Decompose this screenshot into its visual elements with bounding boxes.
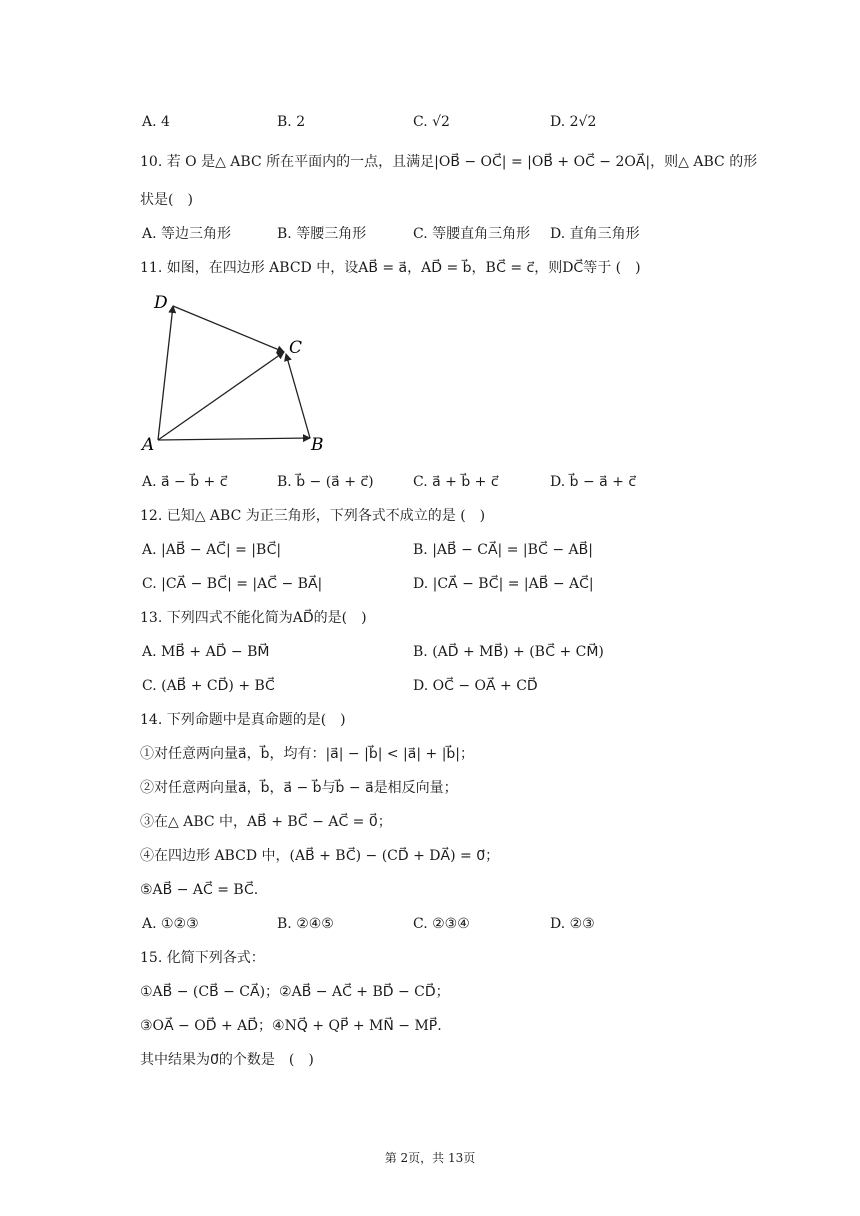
q14-item-3: ③在△ ABC 中，AB⃗ + BC⃗ − AC⃗ = 0⃗； bbox=[140, 814, 392, 830]
q13-option-c: C. (AB⃗ + CD⃗) + BC⃗ bbox=[142, 678, 275, 694]
q12-option-a: A. |AB⃗ − AC⃗| = |BC⃗| bbox=[142, 542, 282, 558]
vector-dc bbox=[173, 306, 284, 352]
vector-bc bbox=[286, 354, 310, 438]
q14-option-d: D. ②③ bbox=[550, 916, 595, 932]
q11-option-b: B. b⃗ − (a⃗ + c⃗) bbox=[277, 474, 374, 490]
q13-stem: 13. 下列四式不能化简为AD⃗的是( ) bbox=[140, 610, 367, 626]
q10-option-c: C. 等腰直角三角形 bbox=[413, 226, 531, 242]
q14-item-1: ①对任意两向量a⃗，b⃗，均有：|a⃗| − |b⃗| < |a⃗| + |b⃗|； bbox=[140, 746, 475, 762]
q11-option-d: D. b⃗ − a⃗ + c⃗ bbox=[550, 474, 637, 490]
q13-option-d: D. OC⃗ − OA⃗ + CD⃗ bbox=[413, 678, 538, 694]
label-b: B bbox=[311, 435, 324, 455]
q15-expressions-line2: ③OA⃗ − OD⃗ + AD⃗；④NQ⃗ + QP⃗ + MN⃗ − MP⃗. bbox=[140, 1018, 442, 1034]
q10-option-b: B. 等腰三角形 bbox=[277, 226, 367, 242]
q10-stem-line1: 10. 若 O 是△ ABC 所在平面内的一点，且满足|OB⃗ − OC⃗| = |OB⃗ + OC⃗ − 2OA⃗|，则△ ABC 的形 bbox=[140, 154, 758, 170]
vector-ab bbox=[158, 438, 310, 440]
q11-option-a: A. a⃗ − b⃗ + c⃗ bbox=[142, 474, 228, 490]
q15-question: 其中结果为0⃗的个数是 ( ) bbox=[140, 1052, 314, 1068]
q9-option-a: A. 4 bbox=[142, 114, 170, 130]
vector-ac bbox=[158, 352, 284, 440]
q14-option-c: C. ②③④ bbox=[413, 916, 470, 932]
q13-option-b: B. (AD⃗ + MB⃗) + (BC⃗ + CM⃗) bbox=[413, 644, 604, 660]
q9-option-d: D. 2√2 bbox=[550, 114, 597, 130]
q12-option-c: C. |CA⃗ − BC⃗| = |AC⃗ − BA⃗| bbox=[142, 576, 323, 592]
q14-stem: 14. 下列命题中是真命题的是( ) bbox=[140, 712, 346, 728]
q10-option-a: A. 等边三角形 bbox=[142, 226, 232, 242]
q14-option-b: B. ②④⑤ bbox=[277, 916, 334, 932]
q14-item-5: ⑤AB⃗ − AC⃗ = BC⃗. bbox=[140, 882, 259, 898]
q13-option-a: A. MB⃗ + AD⃗ − BM⃗ bbox=[142, 644, 270, 660]
q12-option-b: B. |AB⃗ − CA⃗| = |BC⃗ − AB⃗| bbox=[413, 542, 593, 558]
q11-option-c: C. a⃗ + b⃗ + c⃗ bbox=[413, 474, 499, 490]
quadrilateral-figure bbox=[140, 288, 340, 458]
q9-option-c: C. √2 bbox=[413, 114, 450, 130]
vector-ad bbox=[158, 306, 173, 440]
q15-stem: 15. 化简下列各式： bbox=[140, 950, 265, 966]
q14-option-a: A. ①②③ bbox=[142, 916, 199, 932]
label-a: A bbox=[142, 435, 155, 455]
q11-stem: 11. 如图，在四边形 ABCD 中，设AB⃗ = a⃗，AD⃗ = b⃗，BC⃗ = c⃗，则DC⃗等于 ( ) bbox=[140, 260, 641, 276]
q15-expressions-line1: ①AB⃗ − (CB⃗ − CA⃗)；②AB⃗ − AC⃗ + BD⃗ − CD⃗； bbox=[140, 984, 450, 1000]
q10-stem-line2: 状是( ) bbox=[140, 192, 193, 208]
q10-option-d: D. 直角三角形 bbox=[550, 226, 640, 242]
page-footer: 第 2页，共 13页 bbox=[384, 1151, 476, 1165]
label-d: D bbox=[154, 293, 168, 313]
q14-item-4: ④在四边形 ABCD 中，(AB⃗ + BC⃗) − (CD⃗ + DA⃗) = 0⃗； bbox=[140, 848, 500, 864]
q14-item-2: ②对任意两向量a⃗，b⃗，a⃗ − b⃗与b⃗ − a⃗是相反向量； bbox=[140, 780, 458, 796]
q9-option-b: B. 2 bbox=[277, 114, 306, 130]
q12-option-d: D. |CA⃗ − BC⃗| = |AB⃗ − AC⃗| bbox=[413, 576, 594, 592]
q12-stem: 12. 已知△ ABC 为正三角形，下列各式不成立的是 ( ) bbox=[140, 508, 486, 524]
label-c: C bbox=[289, 338, 303, 358]
